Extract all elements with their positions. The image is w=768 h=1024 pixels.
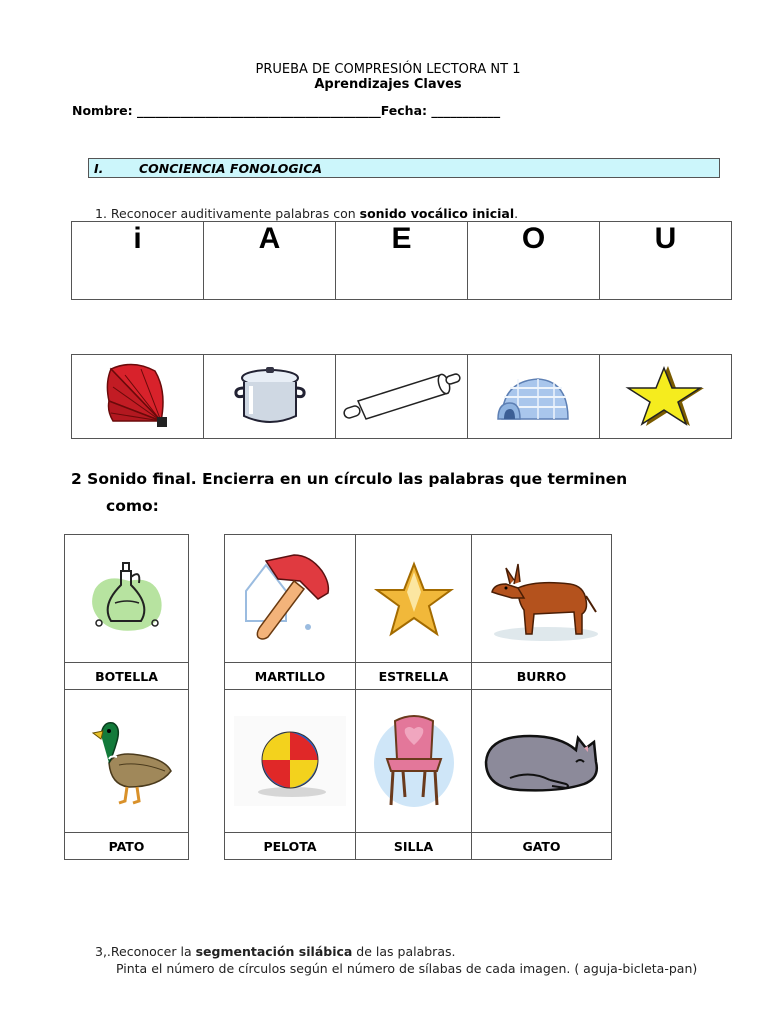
ball-image [234,716,346,806]
word-options-table [224,534,612,860]
name-date-line: Nombre: _______________________________________Fecha: ___________ [72,103,501,118]
page-title: PRUEBA DE COMPRESIÓN LECTORA NT 1 [255,62,521,77]
word-label: SILLA [356,833,472,860]
q1-bold: sonido vocálico inicial [359,206,515,221]
word-label: BURRO [472,663,612,690]
q2-line1: 2 Sonido final. Encierra en un círculo las palabras que terminen [71,470,628,488]
question-2 [71,466,731,520]
reference-words-table [64,534,189,860]
star-image [624,362,708,432]
vowel-o: O [521,222,546,255]
word-label: BOTELLA [65,663,189,690]
igloo-image [494,367,574,427]
image-cell [468,355,600,439]
word-label: PELOTA [225,833,356,860]
image-cell [356,535,472,663]
rolling-pin-image [340,367,464,427]
image-cell [65,690,189,833]
image-cell [65,535,189,663]
cat-image [480,728,604,794]
pot-image [233,366,307,428]
donkey-image [484,554,600,644]
q1-suffix: . [514,206,519,221]
image-cell [225,535,356,663]
vowel-e: E [391,222,412,255]
image-cell [336,355,468,439]
word-label: MARTILLO [225,663,356,690]
image-cell [356,690,472,833]
q1-image-table [71,354,732,439]
q2-line2: como: [106,497,159,515]
word-label: PATO [65,833,189,860]
q3-prefix: 3,.Reconocer la [95,944,196,959]
word-label: GATO [472,833,612,860]
star-image [373,560,455,638]
question-3 [95,943,716,977]
image-cell [204,355,336,439]
section-title: CONCIENCIA FONOLOGICA [139,161,323,176]
vowel-cell [600,222,732,300]
section-header [88,158,720,178]
fan-image [103,361,173,433]
image-cell [225,690,356,833]
vowel-i: i [133,222,142,255]
vowel-table [71,221,732,300]
duck-image [79,715,175,807]
image-cell [472,535,612,663]
image-cell [600,355,732,439]
vowel-u: U [654,222,677,255]
question-1 [95,206,518,221]
chair-image [369,711,459,811]
section-number: I. [94,161,104,176]
image-cell [472,690,612,833]
q3-line2: Pinta el número de círculos según el número de sílabas de cada imagen. ( aguja-bicleta-pan) [116,961,698,976]
q3-suffix: de las palabras. [352,944,456,959]
vowel-cell [468,222,600,300]
q1-prefix: 1. Reconocer auditivamente palabras con [95,206,360,221]
vowel-cell [204,222,336,300]
q3-line1 [95,943,716,960]
bottle-image [85,559,169,639]
word-label: ESTRELLA [356,663,472,690]
hammer-image [238,551,342,647]
image-cell [72,355,204,439]
q3-bold: segmentación silábica [195,944,353,959]
vowel-a: A [258,222,281,255]
vowel-cell [72,222,204,300]
vowel-cell [336,222,468,300]
page-subtitle: Aprendizajes Claves [314,77,462,92]
